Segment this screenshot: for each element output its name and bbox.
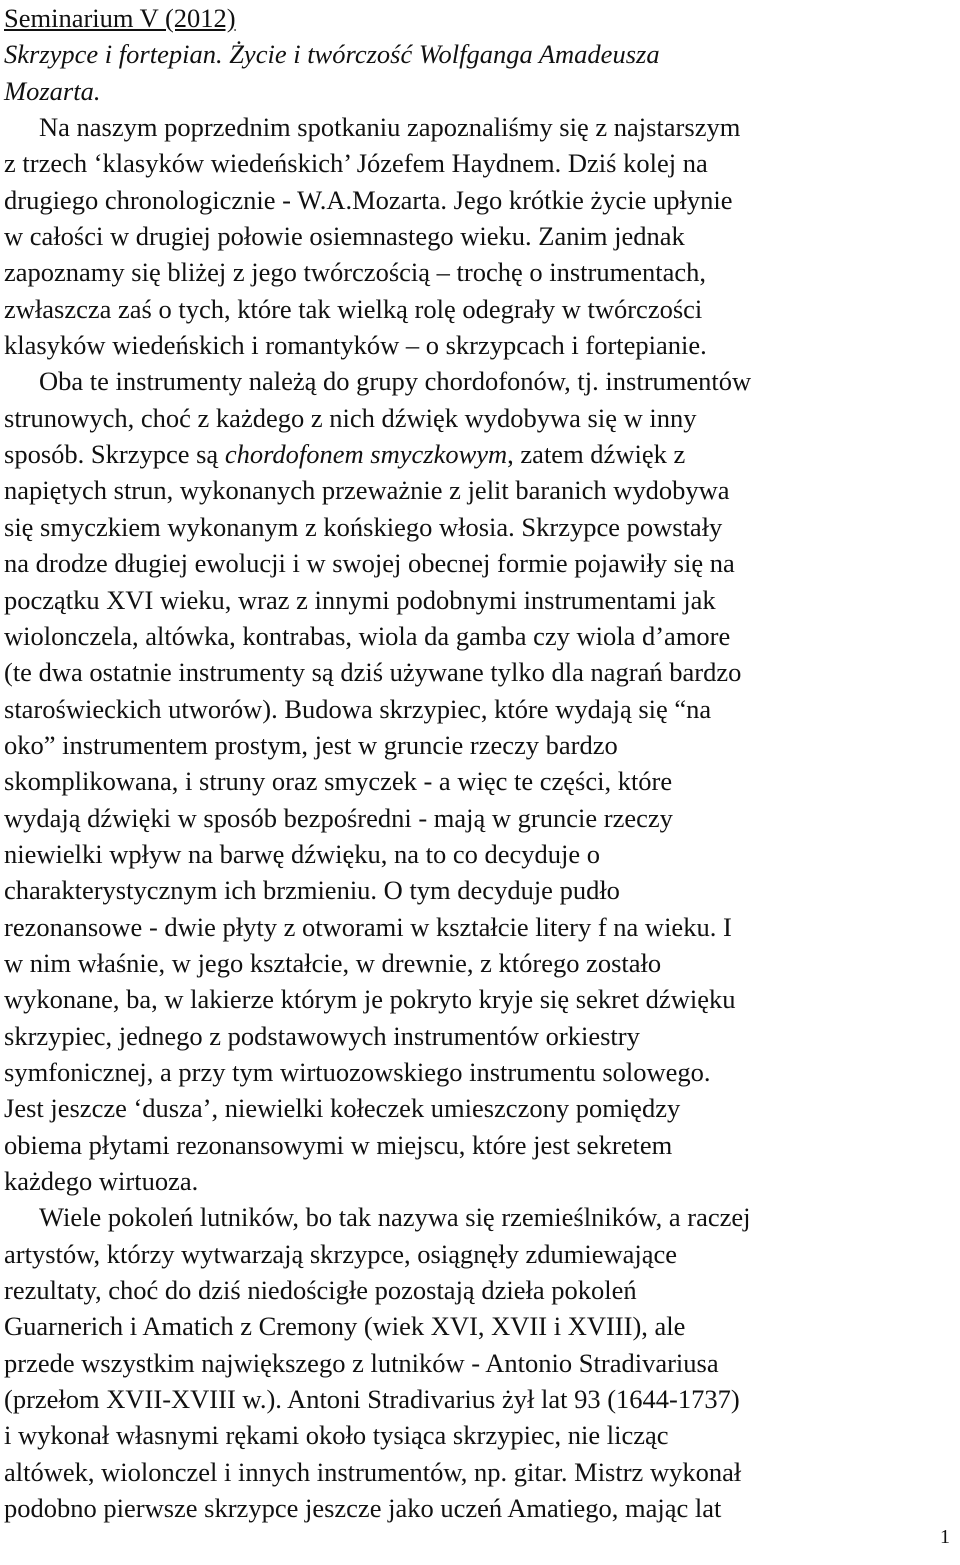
paragraph-line: (przełom XVII-XVIII w.). Antoni Stradivarius żył lat 93 (1644-1737) bbox=[4, 1384, 740, 1415]
paragraph-line: charakterystycznym ich brzmieniu. O tym decyduje pudło bbox=[4, 875, 620, 906]
paragraph-line: w nim właśnie, w jego kształcie, w drewnie, z którego zostało bbox=[4, 947, 662, 978]
paragraph-line: początku XVI wieku, wraz z innymi podobnymi instrumentami jak bbox=[4, 584, 716, 615]
line-text: sposób. Skrzypce są bbox=[4, 439, 225, 470]
paragraph-line: każdego wirtuoza. bbox=[4, 1166, 199, 1196]
paragraph-line: zapoznamy się bliżej z jego twórczością – trochę o instrumentach, bbox=[4, 257, 706, 288]
paragraph-line: skrzypiec, jednego z podstawowych instrumentów orkiestry bbox=[4, 1020, 640, 1051]
paragraph-line: przede wszystkim największego z lutników - Antonio Stradivariusa bbox=[4, 1347, 719, 1378]
paragraph-line: drugiego chronologicznie - W.A.Mozarta. Jego krótkie życie upłynie bbox=[4, 184, 733, 215]
paragraph-line: oko” instrumentem prostym, jest w gruncie rzeczy bardzo bbox=[4, 729, 618, 760]
paragraph-line: napiętych strun, wykonanych przeważnie z jelit baranich wydobywa bbox=[4, 475, 730, 506]
paragraph-line: wydają dźwięki w sposób bezpośredni - mają w gruncie rzeczy bbox=[4, 802, 673, 833]
paragraph-line: i wykonał własnymi rękami około tysiąca skrzypiec, nie licząc bbox=[4, 1420, 669, 1451]
paragraph-line: altówek, wiolonczel i innych instrumentów, np. gitar. Mistrz wykonał bbox=[4, 1456, 742, 1487]
paragraph-line: Guarnerich i Amatich z Cremony (wiek XVI, XVII i XVIII), ale bbox=[4, 1311, 686, 1342]
paragraph-line: w całości w drugiej połowie osiemnastego wieku. Zanim jednak bbox=[4, 221, 685, 252]
paragraph-line: Na naszym poprzednim spotkaniu zapoznaliśmy się z najstarszym bbox=[39, 112, 741, 143]
document-title: Seminarium V (2012) bbox=[4, 3, 236, 33]
document-page bbox=[4, 0, 954, 1526]
italic-term: chordofonem smyczkowym bbox=[224, 439, 508, 470]
page-number: 1 bbox=[940, 1526, 950, 1548]
paragraph-line-with-term bbox=[4, 436, 954, 472]
paragraph-line: symfonicznej, a przy tym wirtuozowskiego instrumentu solowego. bbox=[4, 1056, 711, 1087]
document-subtitle-line: Mozarta. bbox=[4, 75, 101, 106]
paragraph-line: niewielki wpływ na barwę dźwięku, na to co decyduje o bbox=[4, 838, 601, 869]
paragraph-line: skomplikowana, i struny oraz smyczek - a więc te części, które bbox=[4, 766, 673, 797]
paragraph-line: się smyczkiem wykonanym z końskiego włosia. Skrzypce powstały bbox=[4, 511, 723, 542]
paragraph-line: rezultaty, choć do dziś niedościgłe pozostają dzieła pokoleń bbox=[4, 1275, 637, 1306]
paragraph-line: klasyków wiedeńskich i romantyków – o skrzypcach i fortepianie. bbox=[4, 330, 707, 361]
paragraph-line: Wiele pokoleń lutników, bo tak nazywa się rzemieślników, a raczej bbox=[39, 1202, 751, 1233]
line-text: , zatem dźwięk z bbox=[507, 439, 686, 470]
paragraph-line: obiema płytami rezonansowymi w miejscu, które jest sekretem bbox=[4, 1129, 673, 1160]
paragraph-line: Jest jeszcze ‘dusza’, niewielki kołeczek umieszczony pomiędzy bbox=[4, 1093, 681, 1124]
paragraph-line: artystów, którzy wytwarzają skrzypce, osiągnęły zdumiewające bbox=[4, 1238, 678, 1269]
paragraph-line: na drodze długiej ewolucji i w swojej obecnej formie pojawiły się na bbox=[4, 548, 735, 579]
paragraph-line: wykonane, ba, w lakierze którym je pokryto kryje się sekret dźwięku bbox=[4, 984, 736, 1015]
paragraph-line: wiolonczela, altówka, kontrabas, wiola da gamba czy wiola d’amore bbox=[4, 620, 731, 651]
paragraph-line: zwłaszcza zaś o tych, które tak wielką rolę odegrały w twórczości bbox=[4, 293, 703, 324]
paragraph-line: rezonansowe - dwie płyty z otworami w kształcie litery f na wieku. I bbox=[4, 911, 732, 942]
paragraph-line: podobno pierwsze skrzypce jeszcze jako uczeń Amatiego, mając lat bbox=[4, 1493, 722, 1524]
document-subtitle-line: Skrzypce i fortepian. Życie i twórczość Wolfganga Amadeusza bbox=[4, 39, 660, 70]
paragraph-line: (te dwa ostatnie instrumenty są dziś używane tylko dla nagrań bardzo bbox=[4, 657, 742, 688]
paragraph-line: staroświeckich utworów). Budowa skrzypiec, które wydają się “na bbox=[4, 693, 712, 724]
paragraph-line: z trzech ‘klasyków wiedeńskich’ Józefem Haydnem. Dziś kolej na bbox=[4, 148, 708, 179]
paragraph-line: Oba te instrumenty należą do grupy chordofonów, tj. instrumentów bbox=[39, 366, 752, 397]
paragraph-line: strunowych, choć z każdego z nich dźwięk wydobywa się w inny bbox=[4, 402, 697, 433]
